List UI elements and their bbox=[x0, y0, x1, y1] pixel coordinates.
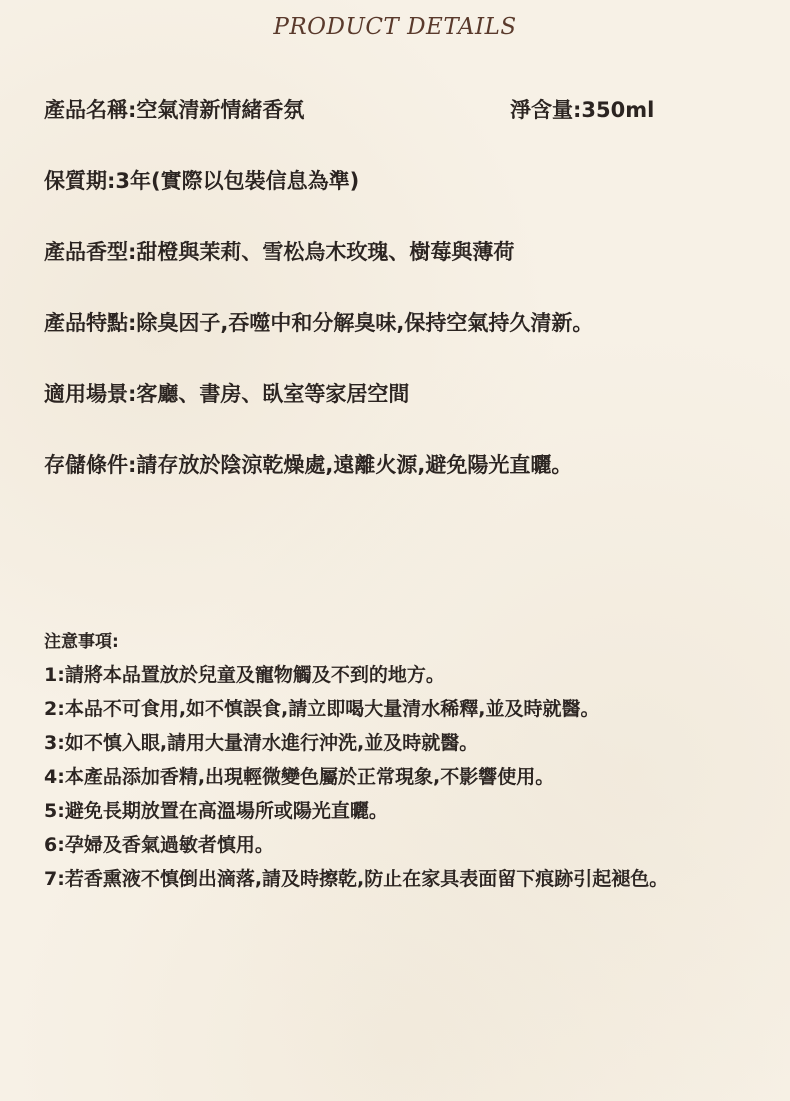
precaution-item: 2:本品不可食用,如不慎誤食,請立即喝大量清水稀釋,並及時就醫。 bbox=[44, 698, 600, 720]
product-features: 產品特點:除臭因子,吞噬中和分解臭味,保持空氣持久清新。 bbox=[44, 311, 594, 335]
detail-row-name bbox=[44, 92, 764, 128]
detail-row-scenes bbox=[44, 376, 764, 412]
detail-row-shelf-life bbox=[44, 163, 764, 199]
precaution-item: 4:本產品添加香精,出現輕微變色屬於正常現象,不影響使用。 bbox=[44, 766, 555, 788]
precaution-item: 5:避免長期放置在高溫場所或陽光直曬。 bbox=[44, 800, 388, 822]
precaution-item: 1:請將本品置放於兒童及寵物觸及不到的地方。 bbox=[44, 664, 445, 686]
precaution-item: 7:若香熏液不慎倒出滴落,請及時擦乾,防止在家具表面留下痕跡引起褪色。 bbox=[44, 868, 669, 890]
product-name: 產品名稱:空氣清新情緒香氛 bbox=[44, 98, 305, 122]
detail-row-fragrance bbox=[44, 234, 764, 270]
fragrance-type: 產品香型:甜橙與茉莉、雪松烏木玫瑰、樹莓與薄荷 bbox=[44, 240, 515, 264]
storage-conditions: 存儲條件:請存放於陰涼乾燥處,遠離火源,避免陽光直曬。 bbox=[44, 453, 573, 477]
precautions-title: 注意事項: bbox=[44, 632, 119, 652]
shelf-life: 保質期:3年(實際以包裝信息為準) bbox=[44, 169, 360, 193]
detail-row-storage bbox=[44, 447, 764, 483]
precautions-section bbox=[44, 626, 744, 896]
precaution-item: 3:如不慎入眼,請用大量清水進行沖洗,並及時就醫。 bbox=[44, 732, 479, 754]
detail-row-features bbox=[44, 305, 764, 341]
usage-scenes: 適用場景:客廳、書房、臥室等家居空間 bbox=[44, 382, 410, 406]
page-title: PRODUCT DETAILS bbox=[273, 14, 517, 40]
precaution-item: 6:孕婦及香氣過敏者慎用。 bbox=[44, 834, 274, 856]
product-details bbox=[44, 92, 764, 518]
net-volume: 淨含量:350ml bbox=[510, 98, 655, 122]
